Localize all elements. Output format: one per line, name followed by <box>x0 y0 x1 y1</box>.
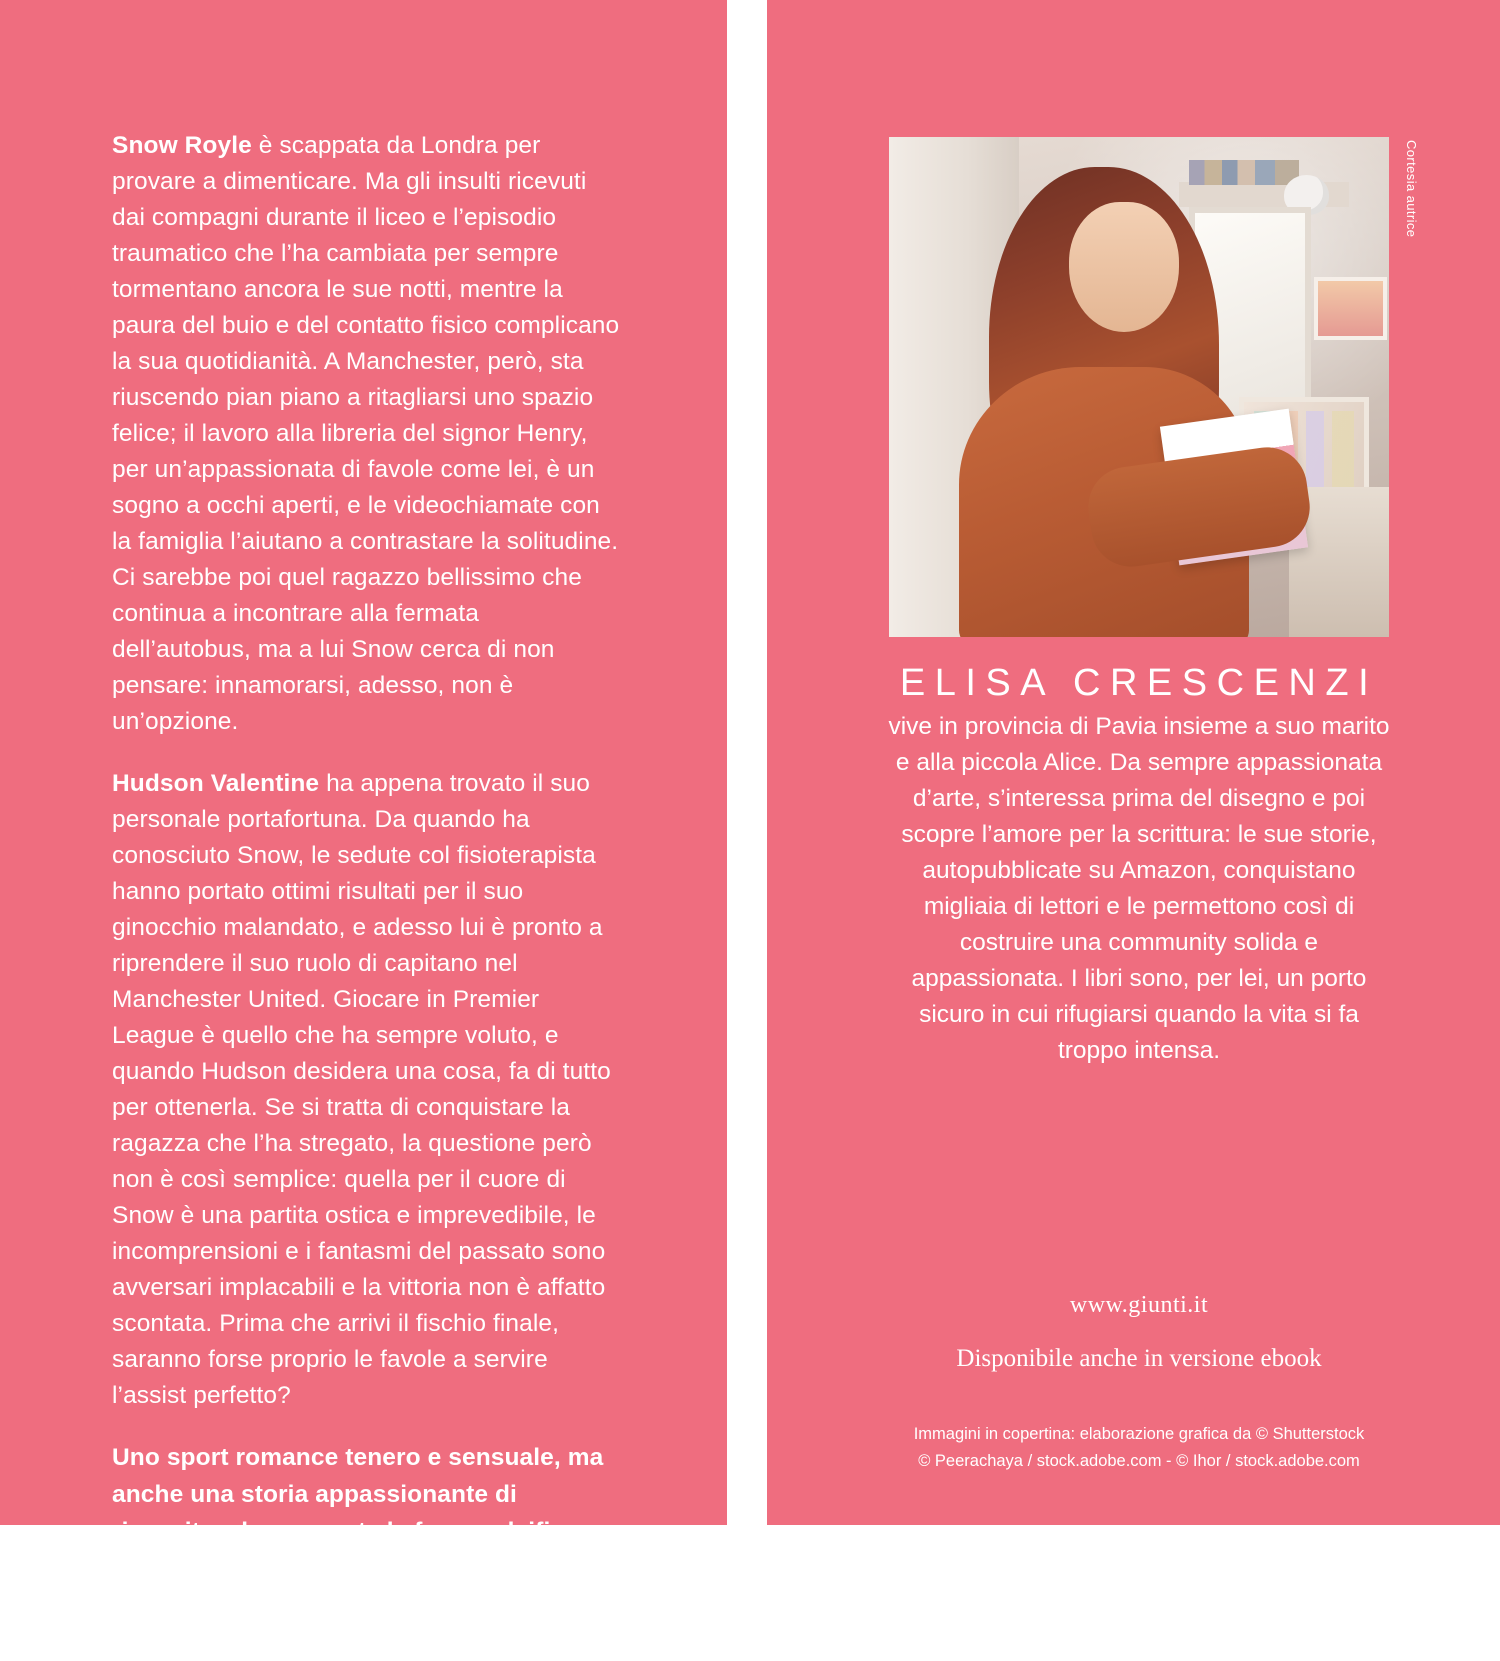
photo-person-face <box>1069 202 1179 332</box>
blurb-paragraph-2 <box>112 766 620 1414</box>
author-photo-image <box>889 137 1389 637</box>
author-photo <box>889 137 1389 637</box>
photo-credit: Cortesia autrice <box>1404 140 1419 238</box>
photo-shelf-books <box>1189 160 1299 185</box>
blurb-lead-hudson: Hudson Valentine <box>112 770 320 797</box>
photo-poster <box>1314 277 1387 340</box>
blurb-text-2: ha appena trovato il suo personale portafortuna. Da quando ha conosciuto Snow, le sedute col fisioterapista hanno portato ottimi risultati per il suo ginocchio malandato, e adesso lui è pronto a riprendere il suo ruolo di capitano nel Manchester United. Giocare in Premier League è quello che ha sempre voluto, e quando Hudson desidera una cosa, fa di tutto per ottenerla. Se si tratta di conquistare la ragazza che l’ha stregato, la questione però non è così semplice: quella per il cuore di Snow è una partita ostica e imprevedibile, le incomprensioni e i fantasmi del passato sono avversari implacabili e la vittoria non è affatto scontata. Prima che arrivi il fischio finale, saranno forse proprio le favole a servire l’assist perfetto? <box>112 770 611 1409</box>
image-credits-line-1: Immagini in copertina: elaborazione grafica da © Shutterstock <box>913 1425 1365 1443</box>
blurb-paragraph-1 <box>112 128 620 740</box>
author-name: ELISA CRESCENZI <box>899 662 1379 704</box>
blurb-closing: Uno sport romance tenero e sensuale, ma anche una storia appassionante di rinascita, che racconta la forza salvifica dell’amore e ci mostra che, quando siamo disposti a sfogliare fino all’ultima pagina, ad aspettarci c’è sempre il lieto fine. <box>112 1444 604 1655</box>
back-cover-blurb <box>112 128 620 1661</box>
publisher-website[interactable]: www.giunti.it <box>1069 1292 1209 1318</box>
author-bio: vive in provincia di Pavia insieme a suo marito e alla piccola Alice. Da sempre appassionata d’arte, s’interessa prima del disegno e poi scopre l’amore per la scrittura: le sue storie, autopubblicate su Amazon, conquistano migliaia di lettori e le permettono così di costruire una community solida e appassionata. I libri sono, per lei, un porto sicuro in cui rifugiarsi quando la vita si fa troppo intensa. <box>888 713 1390 1064</box>
back-cover-panel <box>0 0 727 1655</box>
ebook-availability-note: Disponibile anche in versione ebook <box>956 1345 1322 1372</box>
image-credits <box>869 1421 1409 1475</box>
panel-divider <box>727 0 767 1525</box>
blurb-text-1: è scappata da Londra per provare a dimenticare. Ma gli insulti ricevuti dai compagni durante il liceo e l’episodio traumatico che l’ha cambiata per sempre tormentano ancora le sue notti, mentre la paura del buio e del contatto fisico complicano la sua quotidianità. A Manchester, però, sta riuscendo pian piano a ritagliarsi uno spazio felice; il lavoro alla libreria del signor Henry, per un’appassionata di favole come lei, è un sogno a occhi aperti, e le videochiamate con la famiglia l’aiutano a contrastare la solitudine. Ci sarebbe poi quel ragazzo bellissimo che continua a incontrare alla fermata dell’autobus, ma a lui Snow cerca di non pensare: innamorarsi, adesso, non è un’opzione. <box>112 132 620 735</box>
blurb-lead-snow: Snow Royle <box>112 132 252 159</box>
image-credits-line-2: © Peerachaya / stock.adobe.com - © Ihor / stock.adobe.com <box>918 1452 1360 1471</box>
